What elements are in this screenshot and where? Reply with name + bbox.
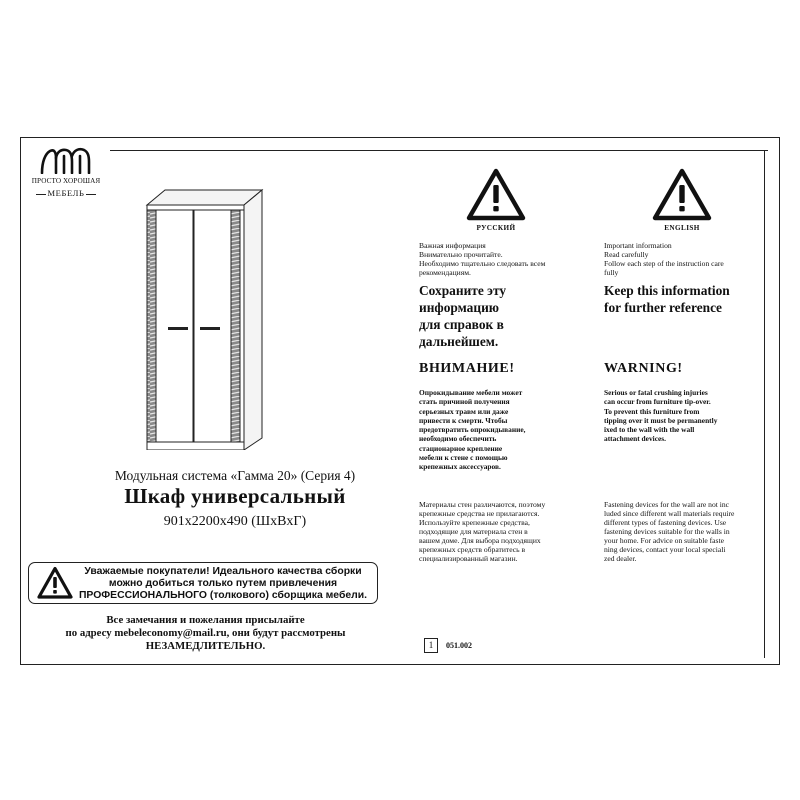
ru-warning-line: мебели к стене с помощью bbox=[419, 453, 508, 463]
en-warning-line: tipping over it must be permanently bbox=[604, 415, 718, 425]
en-fastening-line: different types of fastening devices. Use bbox=[604, 518, 727, 527]
ru-warning-text bbox=[419, 388, 591, 472]
ru-intro bbox=[419, 241, 591, 277]
brand-line1: ПРОСТО ХОРОШАЯ bbox=[31, 177, 101, 185]
ru-intro-line: Внимательно прочитайте. bbox=[419, 250, 503, 259]
right-handle bbox=[200, 327, 220, 330]
ru-fastening-line: подходящие для материала стен в bbox=[419, 527, 528, 536]
warning-triangle-icon bbox=[466, 168, 526, 222]
en-fastening-line: luded since different wall materials require bbox=[604, 509, 735, 518]
ru-keep-line: Сохраните эту bbox=[419, 283, 507, 298]
contact-line: по адресу mebeleconomy@mail.ru, они будут рассмотрены bbox=[65, 627, 346, 639]
ru-keep-line: дальнейшем. bbox=[419, 334, 499, 349]
brand-line2: МЕБЕЛЬ bbox=[28, 188, 104, 198]
warning-triangle-icon bbox=[652, 168, 712, 222]
ru-warning-line: Опрокидывание мебели может bbox=[419, 388, 523, 397]
document-code: 051.002 bbox=[446, 641, 472, 650]
en-warning-text bbox=[604, 388, 776, 444]
ru-intro-line: рекомендациям. bbox=[419, 268, 471, 277]
notice-line: ПРОФЕССИОНАЛЬНОГО (толкового) сборщика мебели. bbox=[78, 590, 368, 601]
ru-fastening-line: специализированный магазин. bbox=[419, 554, 518, 563]
en-intro-line: Read carefully bbox=[604, 250, 649, 259]
product-series: Модульная система «Гамма 20» (Серия 4) bbox=[114, 468, 356, 483]
lang-label-english: ENGLISH bbox=[664, 224, 700, 232]
notice-line: можно добиться только путем привлечения bbox=[108, 578, 338, 589]
ru-intro-line: Необходимо тщательно следовать всем bbox=[419, 259, 546, 268]
ru-fastening-line: Используйте крепежные средства, bbox=[419, 518, 530, 527]
en-fastening-line: fastening devices suitable for the walls in bbox=[604, 527, 730, 536]
en-intro-line: Follow each step of the instruction care bbox=[604, 259, 724, 268]
ru-warning-line: стать причиной получения bbox=[419, 397, 510, 407]
ru-intro-line: Важная информация bbox=[419, 241, 486, 250]
wardrobe-drawing bbox=[140, 188, 264, 450]
en-warning-line: To prevent this furniture from bbox=[604, 406, 700, 416]
ru-warning-title: ВНИМАНИЕ! bbox=[419, 361, 515, 376]
top-rule bbox=[110, 150, 768, 151]
en-intro bbox=[604, 241, 776, 277]
en-intro-line: Important information bbox=[604, 241, 672, 250]
en-warning-line: can occur from furniture tip-over. bbox=[604, 397, 711, 407]
ru-warning-line: крепежных аксессуаров. bbox=[419, 462, 501, 472]
ru-fastening-line: вашем доме. Для выбора подходящих bbox=[419, 536, 541, 545]
brand-logo bbox=[28, 144, 104, 200]
notice-text bbox=[73, 566, 373, 602]
warning-triangle-icon bbox=[37, 566, 73, 600]
product-dimensions: 901x2200x490 (ШxВxГ) bbox=[163, 514, 307, 529]
en-keep-info bbox=[604, 282, 779, 316]
en-keep-line: for further reference bbox=[604, 300, 722, 315]
ru-warning-line: стационарное крепление bbox=[419, 443, 503, 453]
ru-keep-info bbox=[419, 282, 591, 350]
ru-warning-line: предотвратить опрокидывание, bbox=[419, 425, 526, 435]
en-warning-line: ixed to the wall with the wall bbox=[604, 425, 695, 435]
product-title: Шкаф универсальный bbox=[124, 484, 346, 508]
brand-logo-icon bbox=[38, 144, 94, 174]
en-keep-line: Keep this information bbox=[604, 283, 730, 298]
ru-keep-line: для справок в bbox=[419, 317, 504, 332]
en-fastening-line: ning devices, contact your local speciali bbox=[604, 545, 726, 554]
en-warning-title: WARNING! bbox=[604, 361, 683, 376]
page-number: 1 bbox=[424, 638, 438, 653]
ru-warning-line: необходимо обеспечить bbox=[419, 434, 497, 444]
ru-keep-line: информацию bbox=[419, 300, 500, 315]
en-warning-line: attachment devices. bbox=[604, 434, 666, 444]
en-fastening-line: your home. For advice on suitable faste bbox=[604, 536, 724, 545]
ru-fastening-line: крепежных средств обратитесь в bbox=[419, 545, 526, 554]
en-intro-line: fully bbox=[604, 268, 619, 277]
en-fastening-line: Fastening devices for the wall are not inc bbox=[604, 500, 730, 509]
en-fastening-line: zed dealer. bbox=[604, 554, 637, 563]
contact-text bbox=[28, 614, 383, 653]
ru-fastening-line: Материалы стен различаются, поэтому bbox=[419, 500, 546, 509]
contact-line: НЕЗАМЕДЛИТЕЛЬНО. bbox=[145, 640, 266, 652]
en-fastening-text bbox=[604, 500, 776, 563]
contact-line: Все замечания и пожелания присылайте bbox=[106, 614, 305, 626]
lang-label-russian: РУССКИЙ bbox=[476, 224, 516, 232]
ru-fastening-text bbox=[419, 500, 591, 563]
en-warning-line: Serious or fatal crushing injuries bbox=[604, 388, 708, 397]
ru-warning-line: привести к смерти. Чтобы bbox=[419, 415, 508, 425]
ru-warning-line: серьезных травм или даже bbox=[419, 406, 509, 416]
notice-line: Уважаемые покупатели! Идеального качества сборки bbox=[84, 566, 362, 577]
ru-fastening-line: крепежные средства не прилагаются. bbox=[419, 509, 540, 518]
assembly-notice bbox=[28, 562, 378, 604]
left-handle bbox=[168, 327, 188, 330]
